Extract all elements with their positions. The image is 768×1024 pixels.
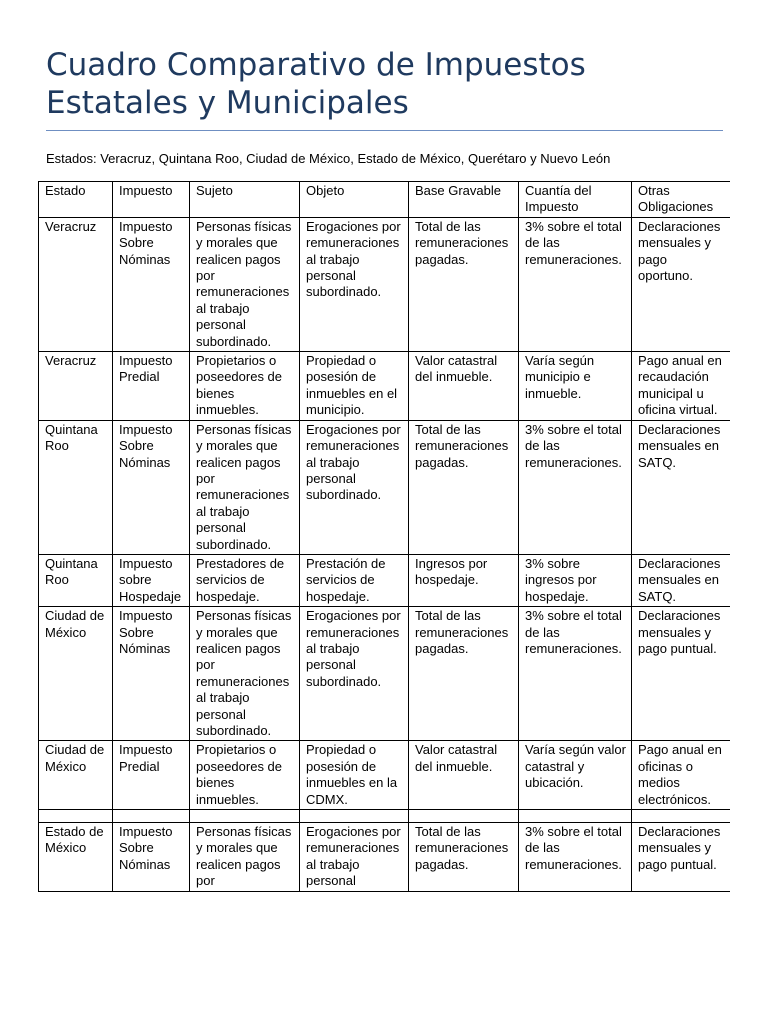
cell-otras-obligaciones: Declaraciones mensuales y pago puntual.: [632, 607, 731, 741]
header-objeto: Objeto: [300, 182, 409, 218]
cell-impuesto: Impuesto Sobre Nóminas: [113, 823, 190, 892]
cell-estado: Veracruz: [39, 217, 113, 351]
cell-objeto: Propiedad o posesión de inmuebles en el municipio.: [300, 352, 409, 421]
cell-otras-obligaciones: Pago anual en oficinas o medios electrónicos.: [632, 741, 731, 810]
title-divider: [46, 130, 723, 131]
empty-cell: [632, 810, 731, 823]
cell-sujeto: Personas físicas y morales que realicen pagos por: [190, 823, 300, 892]
tax-comparison-table: [38, 181, 730, 892]
states-line: Estados: Veracruz, Quintana Roo, Ciudad de México, Estado de México, Querétaro y Nuevo León: [46, 151, 611, 166]
empty-cell: [409, 810, 519, 823]
cell-sujeto: Prestadores de servicios de hospedaje.: [190, 554, 300, 606]
table-row: [39, 217, 731, 351]
cell-base-gravable: Valor catastral del inmueble.: [409, 352, 519, 421]
cell-sujeto: Personas físicas y morales que realicen pagos por remuneraciones al trabajo personal subordinado.: [190, 217, 300, 351]
cell-sujeto: Personas físicas y morales que realicen pagos por remuneraciones al trabajo personal subordinado.: [190, 607, 300, 741]
comparison-table-container: [38, 181, 730, 974]
cell-objeto: Erogaciones por remuneraciones al trabajo personal subordinado.: [300, 217, 409, 351]
cell-otras-obligaciones: Declaraciones mensuales en SATQ.: [632, 554, 731, 606]
cell-base-gravable: Total de las remuneraciones pagadas.: [409, 823, 519, 892]
cell-impuesto: Impuesto Predial: [113, 352, 190, 421]
table-row: [39, 352, 731, 421]
header-row: [39, 182, 731, 218]
table-body: [39, 217, 731, 891]
cell-sujeto: Propietarios o poseedores de bienes inmuebles.: [190, 741, 300, 810]
table-row: [39, 420, 731, 554]
empty-cell: [113, 810, 190, 823]
cell-objeto: Erogaciones por remuneraciones al trabajo personal subordinado.: [300, 607, 409, 741]
cell-sujeto: Propietarios o poseedores de bienes inmuebles.: [190, 352, 300, 421]
cell-estado: Quintana Roo: [39, 420, 113, 554]
table-row: [39, 554, 731, 606]
empty-cell: [519, 810, 632, 823]
cell-cuantia: 3% sobre ingresos por hospedaje.: [519, 554, 632, 606]
cell-cuantia: 3% sobre el total de las remuneraciones.: [519, 607, 632, 741]
document-title: Cuadro Comparativo de Impuestos Estatales y Municipales: [46, 47, 586, 121]
cell-otras-obligaciones: Pago anual en recaudación municipal u oficina virtual.: [632, 352, 731, 421]
spacer-row: [39, 810, 731, 823]
cell-base-gravable: Total de las remuneraciones pagadas.: [409, 420, 519, 554]
header-cuantia: Cuantía del Impuesto: [519, 182, 632, 218]
table-row: [39, 607, 731, 741]
header-base-gravable: Base Gravable: [409, 182, 519, 218]
cell-impuesto: Impuesto Predial: [113, 741, 190, 810]
empty-cell: [300, 810, 409, 823]
header-otras-obligaciones: Otras Obligaciones: [632, 182, 731, 218]
cell-impuesto: Impuesto Sobre Nóminas: [113, 420, 190, 554]
cell-impuesto: Impuesto sobre Hospedaje: [113, 554, 190, 606]
cell-base-gravable: Total de las remuneraciones pagadas.: [409, 607, 519, 741]
cell-base-gravable: Ingresos por hospedaje.: [409, 554, 519, 606]
cell-impuesto: Impuesto Sobre Nóminas: [113, 607, 190, 741]
cell-objeto: Erogaciones por remuneraciones al trabajo personal subordinado.: [300, 420, 409, 554]
cell-sujeto: Personas físicas y morales que realicen pagos por remuneraciones al trabajo personal subordinado.: [190, 420, 300, 554]
table-row: [39, 741, 731, 810]
cell-estado: Ciudad de México: [39, 741, 113, 810]
header-estado: Estado: [39, 182, 113, 218]
header-impuesto: Impuesto: [113, 182, 190, 218]
cell-estado: Veracruz: [39, 352, 113, 421]
cell-cuantia: 3% sobre el total de las remuneraciones.: [519, 823, 632, 892]
empty-cell: [39, 810, 113, 823]
cell-estado: Ciudad de México: [39, 607, 113, 741]
cell-cuantia: 3% sobre el total de las remuneraciones.: [519, 420, 632, 554]
cell-estado: Quintana Roo: [39, 554, 113, 606]
cell-impuesto: Impuesto Sobre Nóminas: [113, 217, 190, 351]
cell-base-gravable: Valor catastral del inmueble.: [409, 741, 519, 810]
cell-cuantia: Varía según valor catastral y ubicación.: [519, 741, 632, 810]
header-sujeto: Sujeto: [190, 182, 300, 218]
cell-estado: Estado de México: [39, 823, 113, 892]
table-row: [39, 823, 731, 892]
cell-objeto: Propiedad o posesión de inmuebles en la CDMX.: [300, 741, 409, 810]
cell-objeto: Prestación de servicios de hospedaje.: [300, 554, 409, 606]
cell-otras-obligaciones: Declaraciones mensuales y pago puntual.: [632, 823, 731, 892]
cell-otras-obligaciones: Declaraciones mensuales y pago oportuno.: [632, 217, 731, 351]
cell-cuantia: 3% sobre el total de las remuneraciones.: [519, 217, 632, 351]
cell-objeto: Erogaciones por remuneraciones al trabajo personal: [300, 823, 409, 892]
cell-cuantia: Varía según municipio e inmueble.: [519, 352, 632, 421]
cell-base-gravable: Total de las remuneraciones pagadas.: [409, 217, 519, 351]
cell-otras-obligaciones: Declaraciones mensuales en SATQ.: [632, 420, 731, 554]
empty-cell: [190, 810, 300, 823]
